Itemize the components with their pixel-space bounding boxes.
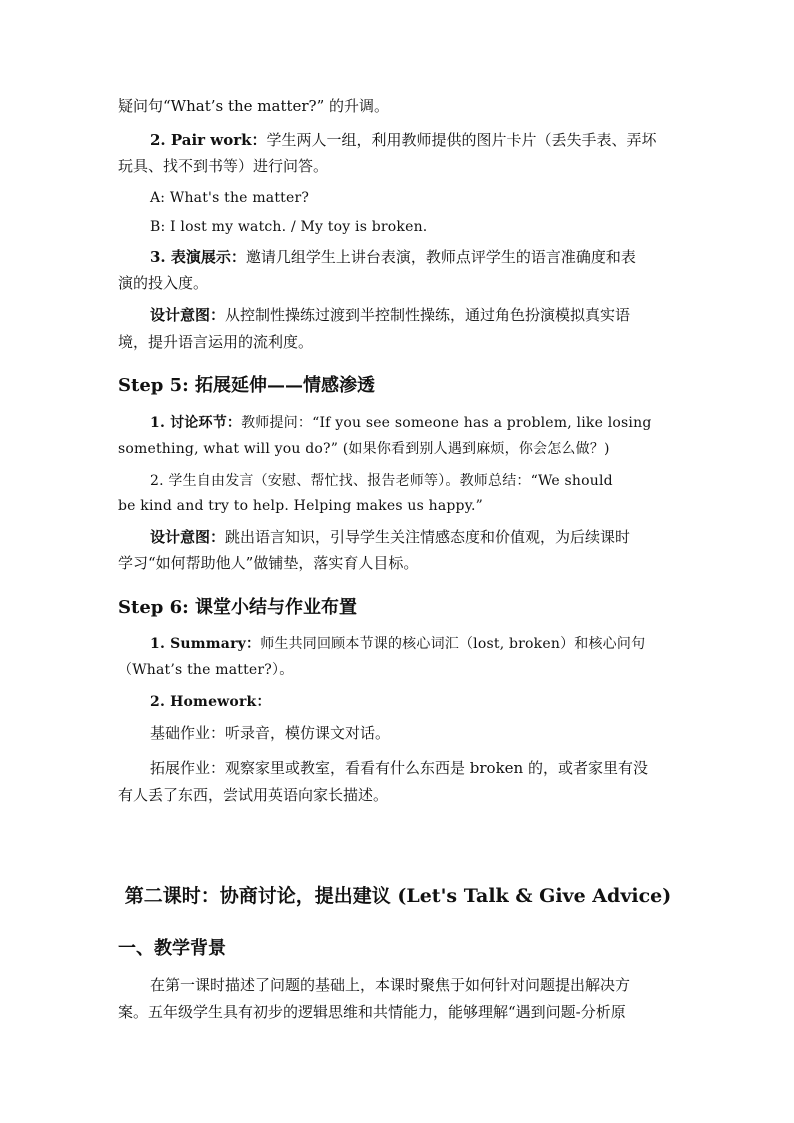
- performance-line: [150, 247, 678, 267]
- background-line: 在第一课时描述了问题的基础上，本课时聚焦于如何针对问题提出解决方: [150, 976, 631, 994]
- discussion-label: 1. 讨论环节：: [150, 415, 242, 431]
- pair-work-label: 2. Pair work：: [150, 131, 267, 149]
- paragraph-line: 有人丢了东西，尝试用英语向家长描述。: [118, 786, 389, 804]
- paragraph-line: 学习“如何帮助他人”做铺垫，落实育人目标。: [118, 554, 419, 572]
- free-talk-line: 2. 学生自由发言（安慰、帮忙找、报告老师等）。教师总结：“We should: [150, 473, 613, 489]
- paragraph-line: 案。五年级学生具有初步的逻辑思维和共情能力，能够理解“遇到问题-分析原: [118, 1003, 626, 1021]
- paragraph-line: （What’s the matter?）。: [118, 662, 294, 678]
- performance-label: 3. 表演展示：: [150, 248, 246, 266]
- paragraph-line: be kind and try to help. Helping makes us happy.”: [118, 498, 483, 514]
- paragraph-line: 境，提升语言运用的流利度。: [118, 333, 314, 351]
- design-intent-line: [150, 527, 678, 547]
- dialog-line-b: B: I lost my watch. / My toy is broken.: [150, 219, 428, 235]
- design-intent-line: [150, 305, 678, 325]
- homework-label: 2. Homework：: [150, 694, 271, 710]
- step-6-heading: Step 6: 课堂小结与作业布置: [118, 597, 358, 618]
- paragraph-line: 疑问句“What’s the matter?” 的升调。: [118, 97, 390, 115]
- homework-label-line: [150, 692, 678, 712]
- summary-text: 师生共同回顾本节课的核心词汇（lost, broken）和核心问句: [260, 636, 646, 652]
- pair-work-line: [150, 130, 678, 150]
- discussion-line: [150, 413, 678, 433]
- paragraph-line: 玩具、找不到书等）进行问答。: [118, 157, 329, 175]
- performance-text: 邀请几组学生上讲台表演，教师点评学生的语言准确度和表: [245, 248, 636, 266]
- discussion-text: 教师提问：“If you see someone has a problem, like losing: [241, 415, 652, 431]
- pair-work-text: 学生两人一组，利用教师提供的图片卡片（丢失手表、弄坏: [266, 131, 657, 149]
- paragraph-line: something, what will you do?” (如果你看到别人遇到麻烦，你会怎么做？): [118, 441, 610, 457]
- summary-line: [150, 634, 678, 654]
- design-intent-label: 设计意图：: [150, 306, 226, 324]
- summary-label: 1. Summary：: [150, 636, 261, 652]
- design-intent-text: 从控制性操练过渡到半控制性操练，通过角色扮演模拟真实语: [225, 306, 631, 324]
- dialog-line-a: A: What's the matter?: [150, 190, 310, 206]
- step-5-heading: Step 5: 拓展延伸——情感渗透: [118, 375, 376, 396]
- paragraph-line: 演的投入度。: [118, 274, 209, 292]
- basic-homework-line: 基础作业：听录音，模仿课文对话。: [150, 724, 391, 742]
- design-intent-label: 设计意图：: [150, 528, 226, 546]
- design-intent-text: 跳出语言知识，引导学生关注情感态度和价值观，为后续课时: [225, 528, 631, 546]
- lesson-2-title: 第二课时：协商讨论，提出建议 (Let's Talk & Give Advice): [124, 885, 672, 907]
- section-heading: 一、教学背景: [118, 938, 226, 959]
- extended-homework-line: 拓展作业：观察家里或教室，看看有什么东西是 broken 的，或者家里有没: [150, 759, 648, 777]
